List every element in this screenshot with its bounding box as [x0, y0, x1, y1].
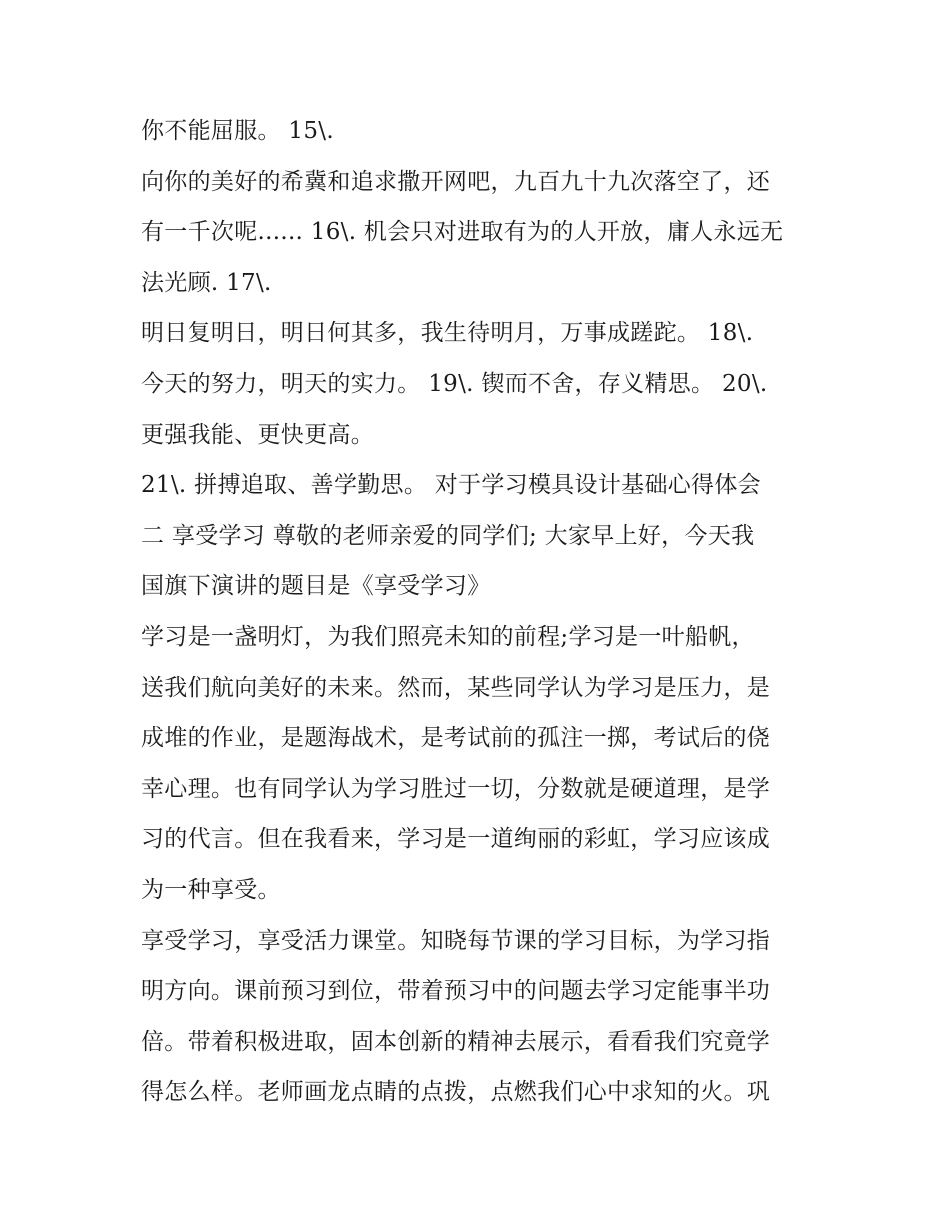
text-line: 学习是一盏明灯，为我们照亮未知的前程;学习是一叶船帆， [141, 623, 755, 650]
text-line: 成堆的作业，是题海战术，是考试前的孤注一掷，考试后的侥 [141, 725, 771, 752]
text-line: 明方向。课前预习到位，带着预习中的问题去学习定能事半功 [141, 978, 771, 1005]
text-line: 更强我能、更快更高。 [141, 421, 374, 448]
text-line: 得怎么样。老师画龙点睛的点拨，点燃我们心中求知的火。巩 [141, 1079, 771, 1106]
text-line: 法光顾. 17\. [141, 269, 272, 296]
text-line: 为一种享受。 [141, 876, 281, 903]
text-line: 享受学习，享受活力课堂。知晓每节课的学习目标，为学习指 [141, 927, 771, 954]
text-line: 二 享受学习 尊敬的老师亲爱的同学们; 大家早上好，今天我 [141, 522, 755, 549]
text-line: 有一千次呢...... 16\. 机会只对进取有为的人开放，庸人永远无 [141, 219, 784, 246]
text-line: 明日复明日，明日何其多，我生待明月，万事成蹉跎。 18\. [141, 320, 754, 347]
text-line: 国旗下演讲的题目是《享受学习》 [141, 573, 491, 600]
text-line: 今天的努力，明天的实力。 19\. 锲而不舍，存义精思。 20\. [141, 370, 768, 397]
text-line: 向你的美好的希冀和追求撒开网吧，九百九十九次落空了，还 [141, 168, 771, 195]
text-line: 21\. 拼搏追取、善学勤思。 对于学习模具设计基础心得体会 [141, 472, 761, 499]
text-line: 你不能屈服。 15\. [141, 118, 334, 144]
text-line: 幸心理。也有同学认为学习胜过一切，分数就是硬道理，是学 [141, 775, 771, 802]
text-line: 倍。带着积极进取，固本创新的精神去展示，看看我们究竟学 [141, 1028, 771, 1055]
text-line: 习的代言。但在我看来，学习是一道绚丽的彩虹，学习应该成 [141, 826, 771, 853]
text-line: 送我们航向美好的未来。然而，某些同学认为学习是压力，是 [141, 674, 771, 701]
body-text [141, 106, 821, 1118]
